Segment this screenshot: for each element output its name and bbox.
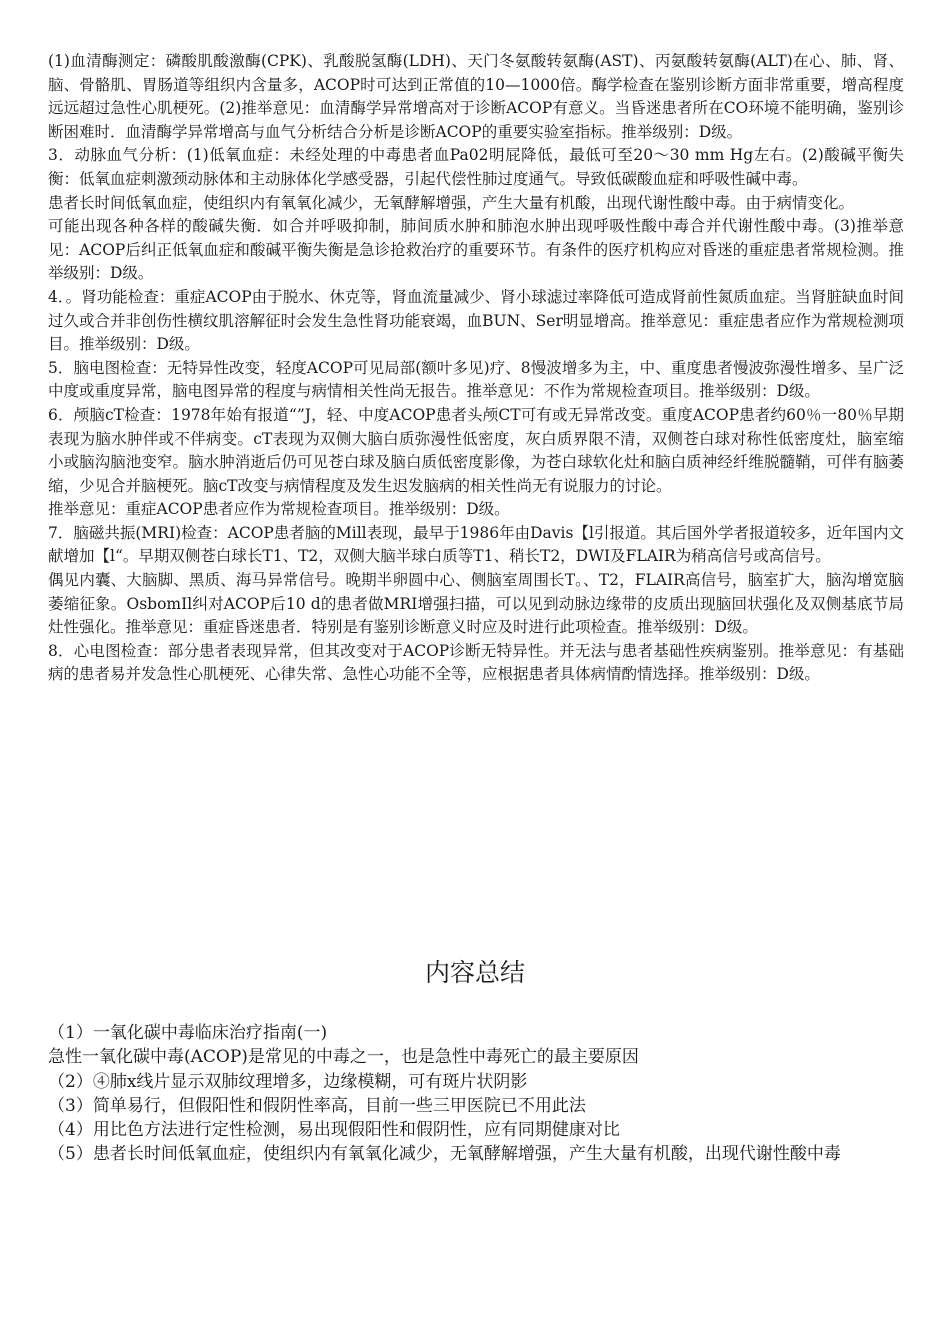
summary-line: （1）一氧化碳中毒临床治疗指南(一) [48,1023,328,1043]
paragraph-acid-base: 可能出现各种各样的酸碱失衡．如合并呼吸抑制，肺间质水肿和肺泡水肿出现呼吸性酸中毒合并代谢性酸中毒。(3)推举意见：ACOP后纠正低氧血症和酸碱平衡失衡是急诊抢救治疗的重要环节。有条件的医疗机构应对昏迷的重症患者常规检测。推举级别：D级。 [48,217,904,283]
paragraph-ct-recommendation: 推举意见：重症ACOP患者应作为常规检查项目。推举级别：D级。 [48,500,510,519]
paragraph-metabolic-acidosis: 患者长时间低氧血症，使组织内有氧氧化减少，无氧酵解增强，产生大量有机酸，出现代谢性酸中毒。由于病情变化。 [48,193,855,212]
summary-line: （2）④肺x线片显示双肺纹理增多，边缘模糊，可有斑片状阴影 [48,1071,528,1092]
paragraph-serum-enzymes: (1)血清酶测定：磷酸肌酸激酶(CPK)、乳酸脱氢酶(LDH)、天门冬氨酸转氨酶(AST)、丙氨酸转氨酶(ALT)在心、肺、肾、脑、骨骼肌、胃肠道等组织内含量多，ACOP时可达到正常值的10—1000倍。酶学检查在鉴别诊断方面非常重要，增高程度远远超过急性心肌梗死。(2)推举意见：血清酶学异常增高对于诊断ACOP有意义。当昏迷患者所在CO环境不能明确，鉴别诊断困难时．血清酶学异常增高与血气分析结合分析是诊断ACOP的重要实验室指标。推举级别：D级。 [48,52,904,141]
summary-title: 内容总结 [424,958,525,987]
paragraph-blood-gas: 3．动脉血气分析：(1)低氧血症：未经处理的中毒患者血Pa02明屁降低，最低可至20～30 mm Hg左右。(2)酸碱平衡失衡：低氧血症刺激颈动脉体和主动脉体化学感受器，引起代偿性肺过度通气。导致低碳酸血症和呼吸性碱中毒。 [48,146,904,188]
paragraph-mri-late: 偶见内囊、大脑脚、黑质、海马异常信号。晚期半卵圆中心、侧脑室周围长T。、T2，FLAIR高信号，脑室扩大，脑沟增宽脑萎缩征象。OsbomIl纠对ACOP后10 d的患者做MRI增强扫描，可以见到动脉边缘带的皮质出现脑回状强化及双侧基底节局灶性强化。推举意见：重症昏迷患者．特别是有鉴别诊断意义时应及时进行此项检查。推举级别：D级。 [48,571,904,637]
summary-line: 急性一氧化碳中毒(ACOP)是常见的中毒之一，也是急性中毒死亡的最主要原因 [48,1047,639,1068]
paragraph-head-ct: 6．颅脑cT检查：1978年始有报道“”J，轻、中度ACOP患者头颅CT可有或无异常改变。重度ACOP患者约60％一80％早期表现为脑水肿伴或不伴病变。cT表现为双侧大脑白质弥漫性低密度，灰白质界限不清，双侧苍白球对称性低密度灶，脑室缩小或脑沟脑池变窄。脑水肿消逝后仍可见苍白球及脑白质低密度影像，为苍白球软化灶和脑白质神经纤维脱髓鞘，可伴有脑萎缩，少见合并脑梗死。脑cT改变与病情程度及发生迟发脑病的相关性尚无有说服力的讨论。 [48,405,904,495]
body-text [48,50,904,687]
paragraph-eeg: 5．脑电图检查：无特异性改变，轻度ACOP可见局部(额叶多见)疗、8慢波增多为主，中、重度患者慢波弥漫性增多、呈广泛中度或重度异常，脑电图异常的程度与病情相关性尚无报告。推举意见：不作为常规检查项目。推举级别：D级。 [48,358,904,401]
summary-line: （4）用比色方法进行定性检测，易出现假阳性和假阴性，应有同期健康对比 [48,1120,620,1141]
paragraph-mri: 7．脑磁共振(MRI)检查：ACOP患者脑的Mill表现，最早于1986年由Davis【l引报道。其后国外学者报道较多，近年国内文献增加【l“。早期双侧苍白球长T1、T2，双侧大脑半球白质等T1、稍长T2，DWI及FLAIR为稍高信号或高信号。 [48,523,904,566]
summary-line: （3）简单易行，但假阳性和假阴性率高，目前一些三甲医院已不用此法 [48,1095,586,1116]
paragraph-ecg: 8．心电图检查：部分患者表现异常，但其改变对于ACOP诊断无特异性。并无法与患者基础性疾病鉴别。推举意见：有基础病的患者易并发急性心肌梗死、心律失常、急性心功能不全等，应根据患者具体病情酌情选择。推举级别：D级。 [48,641,904,684]
paragraph-renal-function: 4．。肾功能检查：重症ACOP由于脱水、休克等，肾血流量减少、肾小球滤过率降低可造成肾前性氮质血症。当肾脏缺血时间过久或合并非创伤性横纹肌溶解征时会发生急性肾功能衰竭，血BUN、Ser明显增高。推举意见：重症患者应作为常规检测项目。推举级别：D级。 [48,287,904,354]
summary-list [48,1021,904,1167]
summary-line: （5）患者长时间低氧血症，使组织内有氧氧化减少，无氧酵解增强，产生大量有机酸，出现代谢性酸中毒 [48,1144,841,1165]
